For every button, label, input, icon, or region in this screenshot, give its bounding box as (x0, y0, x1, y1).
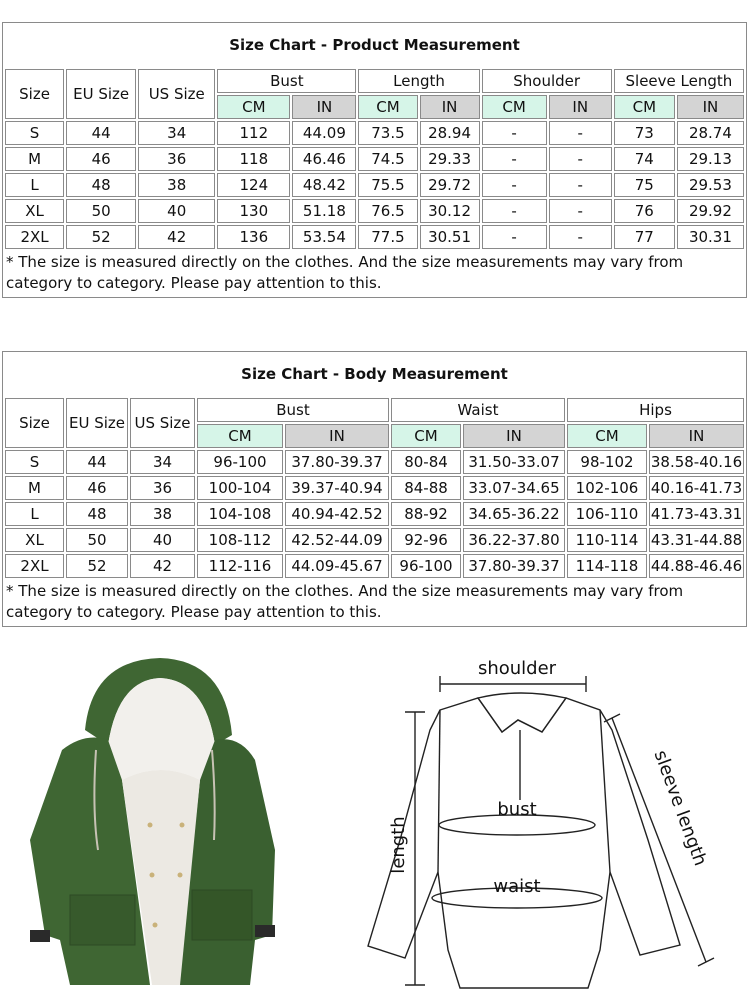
length-measure (388, 712, 425, 985)
table-cell: 52 (66, 225, 136, 249)
table-cell: 44.09-45.67 (285, 554, 389, 578)
table-cell: 29.13 (677, 147, 744, 171)
header-hips: Hips (567, 398, 744, 422)
header-in: IN (649, 424, 744, 448)
table-row (5, 450, 744, 474)
table-cell: 44.09 (292, 121, 356, 145)
table-cell: 46.46 (292, 147, 356, 171)
left-cuff (30, 930, 50, 942)
table-row (5, 502, 744, 526)
table-cell: 36 (138, 147, 215, 171)
button (150, 873, 155, 878)
table-cell: 36 (130, 476, 195, 500)
table-cell: 44 (66, 450, 128, 474)
header-bust: Bust (217, 69, 356, 93)
table-cell: 30.51 (420, 225, 480, 249)
table-cell: 106-110 (567, 502, 647, 526)
header-cm: CM (391, 424, 461, 448)
table-cell: 37.80-39.37 (463, 554, 565, 578)
header-in: IN (463, 424, 565, 448)
table-cell: 118 (217, 147, 290, 171)
table-cell: 50 (66, 528, 128, 552)
table-row (5, 476, 744, 500)
table-cell: 33.07-34.65 (463, 476, 565, 500)
table-cell: L (5, 502, 64, 526)
table-cell: 29.72 (420, 173, 480, 197)
table-cell: 34 (130, 450, 195, 474)
table-cell: 40.16-41.73 (649, 476, 744, 500)
waist-label: waist (493, 876, 541, 897)
table-cell: - (549, 199, 612, 223)
table-cell: 29.33 (420, 147, 480, 171)
table-row (5, 173, 744, 197)
header-cm: CM (482, 95, 547, 119)
header-size: Size (5, 69, 64, 119)
table-cell: 2XL (5, 225, 64, 249)
table-cell: 75 (614, 173, 675, 197)
table-cell: 98-102 (567, 450, 647, 474)
table-row (5, 121, 744, 145)
table-cell: 75.5 (358, 173, 417, 197)
header-in: IN (677, 95, 744, 119)
table-cell: 31.50-33.07 (463, 450, 565, 474)
table-cell: 39.37-40.94 (285, 476, 389, 500)
header-cm: CM (567, 424, 647, 448)
header-in: IN (420, 95, 480, 119)
table-cell: 96-100 (391, 554, 461, 578)
header-cm: CM (217, 95, 290, 119)
button (148, 823, 153, 828)
header-in: IN (292, 95, 356, 119)
table-cell: - (482, 225, 547, 249)
table-cell: 40.94-42.52 (285, 502, 389, 526)
table-cell: 76 (614, 199, 675, 223)
table-row (5, 225, 744, 249)
shirt-collar (478, 693, 566, 732)
table-cell: 48 (66, 502, 128, 526)
illustrations-svg (0, 640, 750, 1000)
table-cell: 44.88-46.46 (649, 554, 744, 578)
body-chart-title: Size Chart - Body Measurement (241, 365, 508, 383)
header-cm: CM (358, 95, 417, 119)
header-shoulder: Shoulder (482, 69, 612, 93)
header-eu-size: EU Size (66, 398, 128, 448)
table-cell: - (549, 147, 612, 171)
product-chart-title: Size Chart - Product Measurement (229, 36, 520, 54)
table-cell: 74.5 (358, 147, 417, 171)
header-us-size: US Size (138, 69, 215, 119)
product-chart-note: * The size is measured directly on the clothes. And the size measurements may vary from category to category. Please pay attention to this. (6, 253, 684, 292)
table-cell: 80-84 (391, 450, 461, 474)
waist-measure (432, 876, 602, 908)
table-cell: 48 (66, 173, 136, 197)
header-length: Length (358, 69, 479, 93)
table-cell: 44 (66, 121, 136, 145)
button (178, 873, 183, 878)
table-cell: - (482, 147, 547, 171)
table-cell: 29.53 (677, 173, 744, 197)
header-cm: CM (197, 424, 283, 448)
jacket-photo (30, 658, 275, 985)
shoulder-label: shoulder (477, 658, 557, 679)
table-cell: L (5, 173, 64, 197)
table-row (5, 199, 744, 223)
left-pocket (70, 895, 135, 945)
table-cell: 50 (66, 199, 136, 223)
sleeve-length-label: sleeve length (649, 747, 711, 869)
table-cell: 84-88 (391, 476, 461, 500)
table-cell: 114-118 (567, 554, 647, 578)
table-cell: 38 (138, 173, 215, 197)
table-cell: 112 (217, 121, 290, 145)
length-label: length (388, 816, 409, 874)
table-cell: 28.74 (677, 121, 744, 145)
table-cell: 73 (614, 121, 675, 145)
table-cell: S (5, 450, 64, 474)
table-cell: - (549, 121, 612, 145)
table-row (5, 528, 744, 552)
table-cell: 42 (138, 225, 215, 249)
button (153, 923, 158, 928)
table-row (5, 554, 744, 578)
table-cell: - (482, 199, 547, 223)
product-size-table (3, 67, 746, 251)
table-cell: 41.73-43.31 (649, 502, 744, 526)
table-cell: S (5, 121, 64, 145)
table-cell: 48.42 (292, 173, 356, 197)
header-bust: Bust (197, 398, 389, 422)
header-in: IN (285, 424, 389, 448)
table-cell: 100-104 (197, 476, 283, 500)
table-cell: 51.18 (292, 199, 356, 223)
table-cell: 46 (66, 476, 128, 500)
bust-label: bust (497, 799, 537, 820)
header-eu-size: EU Size (66, 69, 136, 119)
table-cell: 88-92 (391, 502, 461, 526)
table-cell: 124 (217, 173, 290, 197)
table-cell: 43.31-44.88 (649, 528, 744, 552)
header-waist: Waist (391, 398, 565, 422)
table-cell: - (549, 173, 612, 197)
table-cell: - (549, 225, 612, 249)
button (180, 823, 185, 828)
table-cell: 38.58-40.16 (649, 450, 744, 474)
right-pocket (192, 890, 252, 940)
shoulder-measure (440, 658, 586, 692)
sleeve-length-measure (604, 714, 714, 966)
table-cell: 40 (138, 199, 215, 223)
table-cell: 42.52-44.09 (285, 528, 389, 552)
table-cell: 29.92 (677, 199, 744, 223)
table-cell: 110-114 (567, 528, 647, 552)
table-cell: XL (5, 528, 64, 552)
header-in: IN (549, 95, 612, 119)
table-cell: 38 (130, 502, 195, 526)
table-cell: 37.80-39.37 (285, 450, 389, 474)
right-cuff (255, 925, 275, 937)
table-cell: 96-100 (197, 450, 283, 474)
table-cell: 2XL (5, 554, 64, 578)
table-cell: 52 (66, 554, 128, 578)
table-cell: - (482, 121, 547, 145)
table-cell: 36.22-37.80 (463, 528, 565, 552)
table-cell: 77 (614, 225, 675, 249)
body-chart-note: * The size is measured directly on the clothes. And the size measurements may vary from category to category. Please pay attention to this. (6, 582, 684, 621)
table-row (5, 147, 744, 171)
table-cell: M (5, 476, 64, 500)
table-cell: 136 (217, 225, 290, 249)
body-size-chart (2, 351, 747, 627)
table-cell: 76.5 (358, 199, 417, 223)
table-cell: 102-106 (567, 476, 647, 500)
illustrations (0, 640, 750, 1000)
table-cell: 92-96 (391, 528, 461, 552)
header-us-size: US Size (130, 398, 195, 448)
table-cell: XL (5, 199, 64, 223)
table-cell: 77.5 (358, 225, 417, 249)
table-cell: 74 (614, 147, 675, 171)
bust-measure (439, 799, 595, 835)
product-size-chart (2, 22, 747, 298)
table-cell: - (482, 173, 547, 197)
table-cell: M (5, 147, 64, 171)
table-cell: 73.5 (358, 121, 417, 145)
table-cell: 130 (217, 199, 290, 223)
table-cell: 28.94 (420, 121, 480, 145)
header-size: Size (5, 398, 64, 448)
header-cm: CM (614, 95, 675, 119)
table-cell: 40 (130, 528, 195, 552)
header-sleeve-length: Sleeve Length (614, 69, 744, 93)
table-cell: 104-108 (197, 502, 283, 526)
table-cell: 53.54 (292, 225, 356, 249)
body-size-table (3, 396, 746, 580)
table-cell: 46 (66, 147, 136, 171)
table-cell: 108-112 (197, 528, 283, 552)
table-cell: 34 (138, 121, 215, 145)
table-cell: 42 (130, 554, 195, 578)
table-cell: 30.31 (677, 225, 744, 249)
table-cell: 30.12 (420, 199, 480, 223)
table-cell: 34.65-36.22 (463, 502, 565, 526)
table-cell: 112-116 (197, 554, 283, 578)
